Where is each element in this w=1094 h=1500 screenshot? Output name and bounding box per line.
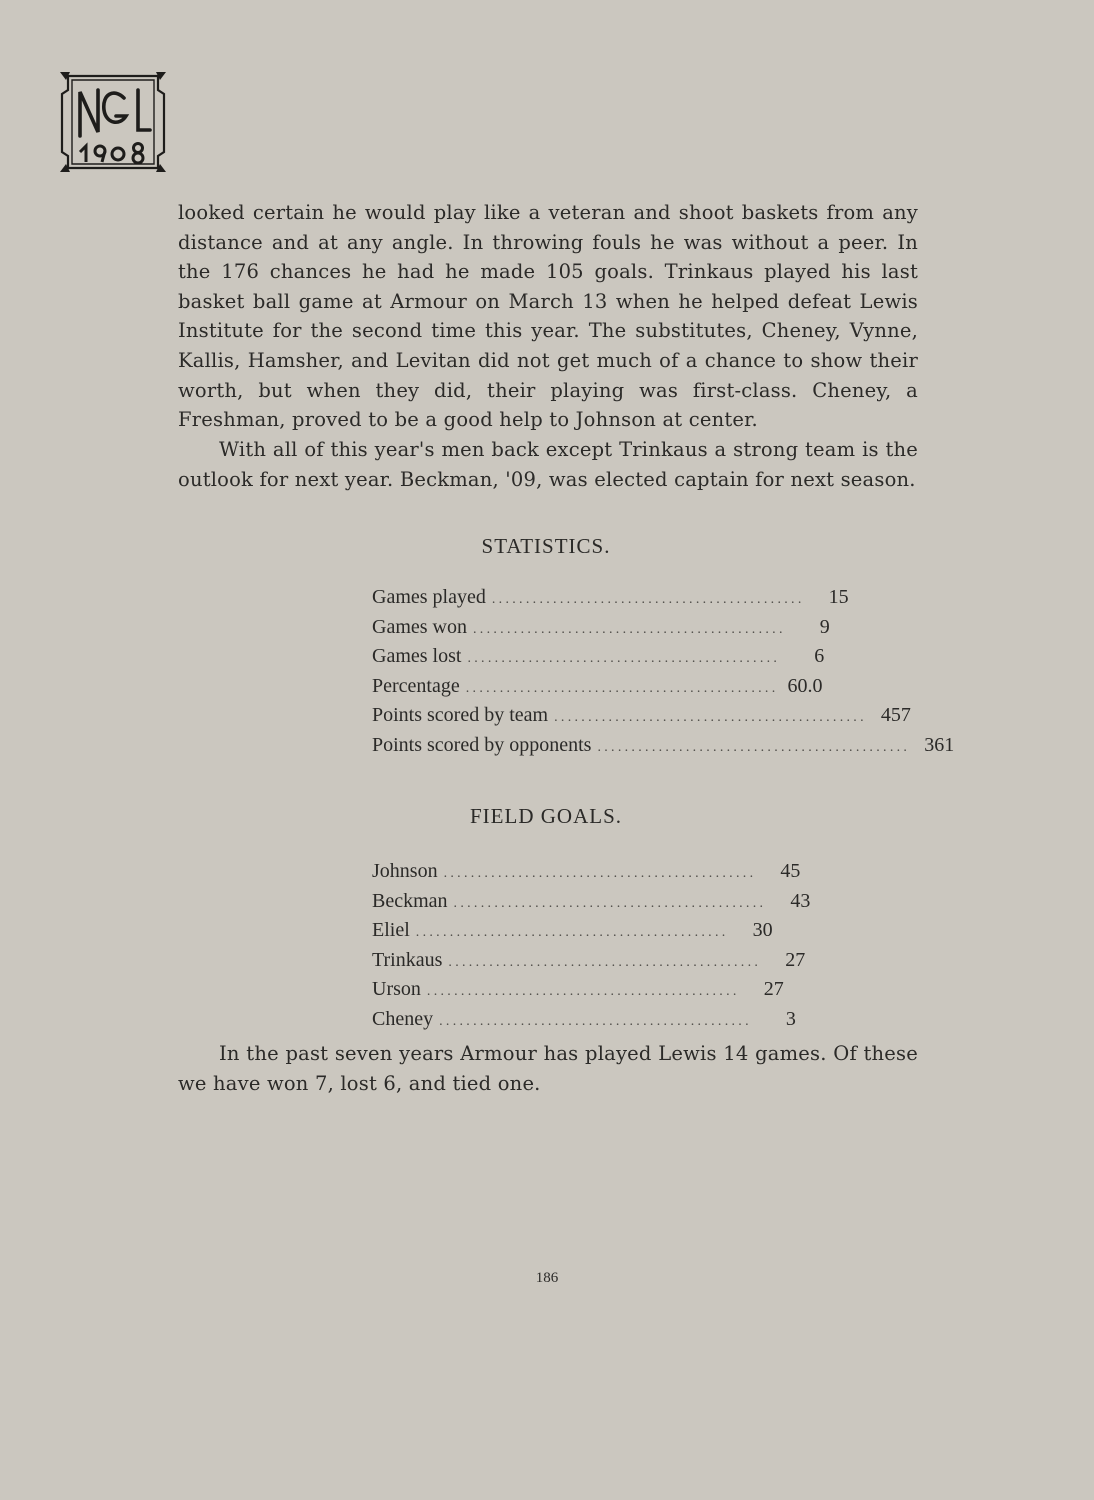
table-row bbox=[372, 733, 955, 764]
field-goals-table bbox=[372, 860, 811, 1037]
player-name: Eliel bbox=[372, 919, 410, 941]
stat-value: 361 bbox=[924, 733, 955, 756]
table-row bbox=[372, 860, 801, 890]
table-row bbox=[372, 645, 825, 675]
goal-count: 45 bbox=[780, 860, 801, 882]
goal-count: 3 bbox=[785, 1007, 796, 1030]
table-row bbox=[372, 704, 911, 734]
closing-paragraph: In the past seven years Armour has played Lewis 14 games. Of these we have won 7, lost 6, and tied one. bbox=[178, 1042, 918, 1095]
table-row bbox=[372, 586, 849, 616]
player-name: Beckman bbox=[372, 889, 448, 912]
stat-label: Games won bbox=[372, 615, 467, 638]
table-row bbox=[372, 674, 823, 705]
player-name: Cheney bbox=[372, 1007, 434, 1030]
leader-dots: .............................................. bbox=[465, 680, 779, 696]
stat-label: Points scored by team bbox=[372, 704, 549, 726]
player-name: Urson bbox=[372, 978, 421, 1000]
stat-value: 6 bbox=[814, 645, 825, 667]
goal-count: 30 bbox=[752, 919, 773, 941]
body-paragraph-2: With all of this year's men back except Trinkaus a strong team is the outlook for next year. Beckman, '09, was elected captain for next season. bbox=[178, 438, 918, 491]
stat-label: Points scored by opponents bbox=[372, 733, 592, 756]
statistics-heading: STATISTICS. bbox=[481, 534, 611, 558]
leader-dots: .............................................. bbox=[426, 984, 740, 999]
goal-count: 27 bbox=[785, 948, 806, 971]
table-row bbox=[372, 948, 806, 979]
leader-dots: .............................................. bbox=[467, 651, 781, 666]
leader-dots: .............................................. bbox=[491, 592, 805, 607]
leader-dots: .............................................. bbox=[415, 925, 729, 940]
player-name: Johnson bbox=[372, 860, 438, 882]
statistics-table bbox=[372, 586, 955, 763]
page-number: 186 bbox=[535, 1270, 559, 1286]
table-row bbox=[372, 919, 773, 949]
leader-dots: .............................................. bbox=[453, 895, 767, 911]
leader-dots: .............................................. bbox=[554, 710, 867, 725]
table-row bbox=[372, 978, 784, 1008]
table-row bbox=[372, 1007, 796, 1038]
stat-value: 60.0 bbox=[787, 674, 823, 697]
leader-dots: .............................................. bbox=[472, 621, 786, 637]
stat-label: Games played bbox=[372, 586, 486, 608]
field-goals-heading: FIELD GOALS. bbox=[470, 804, 622, 828]
leader-dots: .............................................. bbox=[439, 1013, 752, 1029]
body-paragraph-1: looked certain he would play like a veteran and shoot baskets from any distance and at any angle. In throwing fouls he was without a peer. In the 176 chances he had he made 105 goals. Trinkaus played his last basket ball game at Armour on March 13 when he helped defeat Lewis Institute for the second time this year. The substitutes, Cheney, Vynne, Kallis, Hamsher, and Levitan did not get much of a chance to show their worth, but when they did, their playing was first-class. Cheney, a Freshman, proved to be a good help to Johnson at center. bbox=[178, 201, 918, 432]
leader-dots: .............................................. bbox=[597, 739, 911, 755]
yearbook-logo bbox=[58, 70, 168, 174]
table-row bbox=[372, 615, 830, 646]
stat-label: Percentage bbox=[372, 674, 460, 697]
player-name: Trinkaus bbox=[372, 948, 443, 971]
goal-count: 27 bbox=[763, 978, 784, 1000]
goal-count: 43 bbox=[790, 889, 811, 912]
stat-value: 457 bbox=[880, 704, 911, 726]
stat-value: 9 bbox=[819, 615, 830, 638]
leader-dots: .............................................. bbox=[448, 954, 762, 970]
leader-dots: .............................................. bbox=[443, 866, 757, 881]
table-row bbox=[372, 889, 811, 920]
stat-label: Games lost bbox=[372, 645, 462, 667]
stat-value: 15 bbox=[828, 586, 849, 608]
monogram-1908-icon bbox=[58, 70, 168, 174]
